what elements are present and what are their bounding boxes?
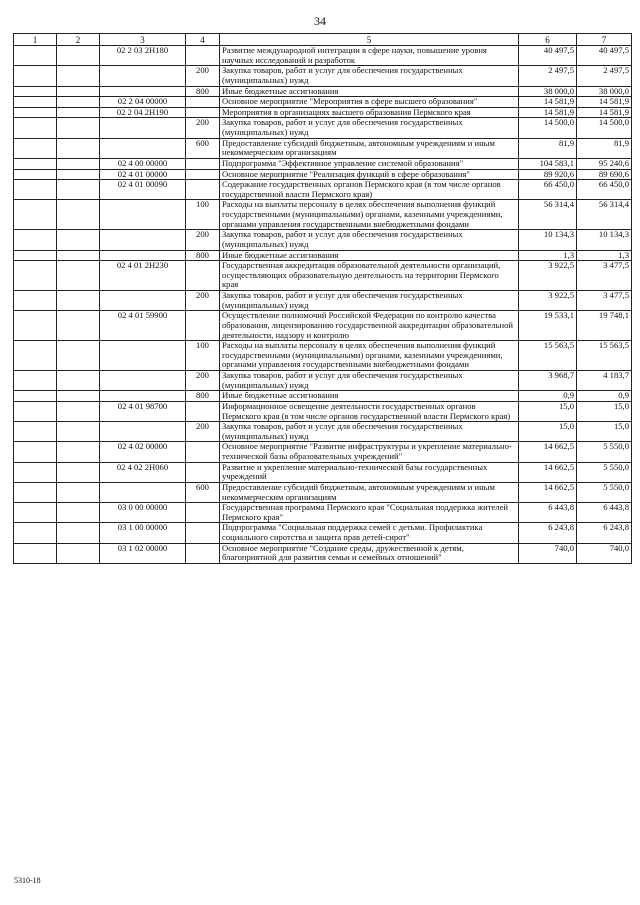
target-code-cell [100,250,186,261]
item-name-cell: Информационное освещение деятельности государственных органов Пермского края (в том числе органов государственной власти Пермского края) [220,401,519,421]
expense-type-cell [186,401,220,421]
expense-type-cell [186,311,220,341]
table-row [14,158,632,169]
target-code-cell: 02 4 01 98700 [100,401,186,421]
target-code-cell [100,200,186,230]
amount-col6-cell: 56 314,4 [519,200,577,230]
item-name-cell: Иные бюджетные ассигнования [220,250,519,261]
cell-col2 [57,422,100,442]
budget-table [13,33,632,564]
cell-col1 [14,341,57,371]
item-name-cell: Закупка товаров, работ и услуг для обеспечения государственных (муниципальных) нужд [220,66,519,86]
expense-type-cell: 100 [186,200,220,230]
expense-type-cell [186,180,220,200]
cell-col2 [57,442,100,462]
amount-col6-cell: 104 583,1 [519,158,577,169]
amount-col7-cell: 6 443,8 [577,503,632,523]
amount-col7-cell: 2 497,5 [577,66,632,86]
item-name-cell: Основное мероприятие "Развитие инфраструктуры и укрепление материально-технической базы образовательных учреждений" [220,442,519,462]
cell-col1 [14,138,57,158]
amount-col7-cell: 15 563,5 [577,341,632,371]
item-name-cell: Расходы на выплаты персоналу в целях обеспечения выполнения функций государственными (муниципальными) органами, казенными учреждениями, органами управления государственными внебюджетными фондами [220,341,519,371]
item-name-cell: Иные бюджетные ассигнования [220,391,519,402]
item-name-cell: Мероприятия в организациях высшего образования Пермского края [220,107,519,118]
item-name-cell: Предоставление субсидий бюджетным, автономным учреждениям и иным некоммерческим организациям [220,138,519,158]
cell-col2 [57,66,100,86]
cell-col2 [57,180,100,200]
expense-type-cell: 200 [186,118,220,138]
target-code-cell: 02 4 01 2Н230 [100,261,186,291]
column-header: 1 [14,34,57,46]
amount-col7-cell: 15,0 [577,422,632,442]
table-row [14,523,632,543]
amount-col7-cell: 10 134,3 [577,230,632,250]
amount-col6-cell: 14 581,9 [519,97,577,108]
cell-col2 [57,341,100,371]
cell-col1 [14,371,57,391]
amount-col6-cell: 740,0 [519,543,577,563]
table-row [14,261,632,291]
cell-col2 [57,138,100,158]
amount-col6-cell: 14 500,0 [519,118,577,138]
expense-type-cell [186,107,220,118]
expense-type-cell: 100 [186,341,220,371]
amount-col7-cell: 740,0 [577,543,632,563]
expense-type-cell [186,97,220,108]
cell-col1 [14,230,57,250]
expense-type-cell: 800 [186,86,220,97]
cell-col1 [14,503,57,523]
expense-type-cell: 200 [186,230,220,250]
expense-type-cell [186,261,220,291]
cell-col1 [14,180,57,200]
target-code-cell: 02 2 03 2Н180 [100,46,186,66]
amount-col7-cell: 3 477,5 [577,291,632,311]
item-name-cell: Закупка товаров, работ и услуг для обеспечения государственных (муниципальных) нужд [220,291,519,311]
item-name-cell: Развитие международной интеграции в сфере науки, повышение уровня научных исследований и разработок [220,46,519,66]
cell-col2 [57,86,100,97]
target-code-cell: 02 4 01 59900 [100,311,186,341]
cell-col1 [14,391,57,402]
amount-col7-cell: 4 183,7 [577,371,632,391]
expense-type-cell [186,462,220,482]
table-row [14,371,632,391]
cell-col2 [57,543,100,563]
footer-code: 5310-18 [14,876,41,885]
amount-col7-cell: 89 690,6 [577,169,632,180]
column-header: 4 [186,34,220,46]
amount-col7-cell: 15,0 [577,401,632,421]
amount-col7-cell: 38 000,0 [577,86,632,97]
column-header: 6 [519,34,577,46]
expense-type-cell [186,523,220,543]
table-row [14,291,632,311]
amount-col6-cell: 19 533,1 [519,311,577,341]
item-name-cell: Подпрограмма "Эффективное управление системой образования" [220,158,519,169]
target-code-cell [100,371,186,391]
expense-type-cell [186,46,220,66]
target-code-cell: 02 2 04 00000 [100,97,186,108]
target-code-cell: 02 4 00 00000 [100,158,186,169]
cell-col2 [57,291,100,311]
target-code-cell [100,230,186,250]
expense-type-cell: 600 [186,482,220,502]
item-name-cell: Развитие и укрепление материально-технической базы государственных учреждений [220,462,519,482]
expense-type-cell: 200 [186,66,220,86]
cell-col2 [57,482,100,502]
table-row [14,97,632,108]
expense-type-cell: 200 [186,422,220,442]
target-code-cell [100,118,186,138]
cell-col2 [57,200,100,230]
amount-col6-cell: 14 662,5 [519,442,577,462]
table-row [14,230,632,250]
target-code-cell: 02 4 01 00090 [100,180,186,200]
cell-col1 [14,311,57,341]
item-name-cell: Предоставление субсидий бюджетным, автономным учреждениям и иным некоммерческим организациям [220,482,519,502]
cell-col1 [14,97,57,108]
cell-col1 [14,482,57,502]
item-name-cell: Закупка товаров, работ и услуг для обеспечения государственных (муниципальных) нужд [220,371,519,391]
amount-col7-cell: 66 450,0 [577,180,632,200]
cell-col1 [14,422,57,442]
cell-col1 [14,46,57,66]
amount-col7-cell: 95 240,6 [577,158,632,169]
cell-col2 [57,158,100,169]
table-row [14,180,632,200]
amount-col7-cell: 5 550,0 [577,462,632,482]
amount-col6-cell: 0,9 [519,391,577,402]
amount-col6-cell: 66 450,0 [519,180,577,200]
expense-type-cell [186,158,220,169]
cell-col1 [14,291,57,311]
amount-col6-cell: 14 662,5 [519,482,577,502]
table-row [14,250,632,261]
table-row [14,482,632,502]
table-row [14,543,632,563]
item-name-cell: Иные бюджетные ассигнования [220,86,519,97]
table-row [14,442,632,462]
table-row [14,107,632,118]
expense-type-cell: 800 [186,250,220,261]
table-row [14,422,632,442]
amount-col6-cell: 15,0 [519,422,577,442]
amount-col6-cell: 40 497,5 [519,46,577,66]
cell-col2 [57,401,100,421]
cell-col2 [57,462,100,482]
expense-type-cell: 200 [186,291,220,311]
expense-type-cell [186,543,220,563]
cell-col1 [14,442,57,462]
amount-col6-cell: 6 243,8 [519,523,577,543]
cell-col2 [57,503,100,523]
cell-col1 [14,261,57,291]
item-name-cell: Основное мероприятие "Создание среды, дружественной к детям, благоприятной для развития семьи и семейных отношений" [220,543,519,563]
target-code-cell: 02 4 01 00000 [100,169,186,180]
table-row [14,138,632,158]
amount-col6-cell: 2 497,5 [519,66,577,86]
amount-col7-cell: 5 550,0 [577,482,632,502]
amount-col6-cell: 6 443,8 [519,503,577,523]
target-code-cell [100,86,186,97]
amount-col6-cell: 3 922,5 [519,291,577,311]
target-code-cell [100,138,186,158]
column-header: 2 [57,34,100,46]
table-row [14,118,632,138]
expense-type-cell: 200 [186,371,220,391]
amount-col7-cell: 81,9 [577,138,632,158]
table-row [14,311,632,341]
table-row [14,66,632,86]
amount-col6-cell: 10 134,3 [519,230,577,250]
target-code-cell: 03 1 00 00000 [100,523,186,543]
amount-col6-cell: 14 662,5 [519,462,577,482]
column-header: 7 [577,34,632,46]
amount-col7-cell: 56 314,4 [577,200,632,230]
cell-col2 [57,250,100,261]
cell-col1 [14,462,57,482]
amount-col6-cell: 81,9 [519,138,577,158]
cell-col2 [57,97,100,108]
cell-col1 [14,86,57,97]
cell-col2 [57,169,100,180]
amount-col6-cell: 15,0 [519,401,577,421]
target-code-cell: 02 4 02 00000 [100,442,186,462]
target-code-cell [100,291,186,311]
table-row [14,391,632,402]
amount-col7-cell: 6 243,8 [577,523,632,543]
cell-col1 [14,200,57,230]
expense-type-cell: 800 [186,391,220,402]
target-code-cell [100,66,186,86]
cell-col2 [57,230,100,250]
expense-type-cell [186,169,220,180]
target-code-cell [100,482,186,502]
item-name-cell: Содержание государственных органов Пермского края (в том числе органов государственной власти Пермского края) [220,180,519,200]
amount-col7-cell: 14 500,0 [577,118,632,138]
amount-col6-cell: 3 968,7 [519,371,577,391]
item-name-cell: Основное мероприятие "Реализация функций в сфере образования" [220,169,519,180]
cell-col1 [14,401,57,421]
page-number: 34 [314,14,326,28]
column-header: 5 [220,34,519,46]
cell-col2 [57,118,100,138]
amount-col6-cell: 14 581,9 [519,107,577,118]
cell-col2 [57,391,100,402]
item-name-cell: Расходы на выплаты персоналу в целях обеспечения выполнения функций государственными (муниципальными) органами, казенными учреждениями, органами управления государственными внебюджетными фондами [220,200,519,230]
amount-col7-cell: 14 581,9 [577,107,632,118]
table-row [14,462,632,482]
expense-type-cell: 600 [186,138,220,158]
target-code-cell: 02 2 04 2Н190 [100,107,186,118]
amount-col6-cell: 15 563,5 [519,341,577,371]
cell-col2 [57,523,100,543]
target-code-cell [100,391,186,402]
amount-col6-cell: 38 000,0 [519,86,577,97]
amount-col6-cell: 3 922,5 [519,261,577,291]
cell-col2 [57,371,100,391]
cell-col2 [57,311,100,341]
amount-col7-cell: 1,3 [577,250,632,261]
table-row [14,46,632,66]
amount-col7-cell: 3 477,5 [577,261,632,291]
amount-col7-cell: 5 550,0 [577,442,632,462]
table-row [14,401,632,421]
cell-col2 [57,261,100,291]
cell-col1 [14,118,57,138]
cell-col2 [57,46,100,66]
cell-col1 [14,107,57,118]
item-name-cell: Государственная программа Пермского края "Социальная поддержка жителей Пермского края" [220,503,519,523]
target-code-cell [100,341,186,371]
expense-type-cell [186,442,220,462]
target-code-cell [100,422,186,442]
item-name-cell: Закупка товаров, работ и услуг для обеспечения государственных (муниципальных) нужд [220,230,519,250]
table-row [14,503,632,523]
amount-col7-cell: 14 581,9 [577,97,632,108]
target-code-cell: 03 0 00 00000 [100,503,186,523]
item-name-cell: Закупка товаров, работ и услуг для обеспечения государственных (муниципальных) нужд [220,422,519,442]
table-row [14,86,632,97]
cell-col1 [14,543,57,563]
table-row [14,169,632,180]
amount-col6-cell: 89 920,6 [519,169,577,180]
item-name-cell: Подпрограмма "Социальная поддержка семей с детьми. Профилактика социального сиротства и защита прав детей-сирот" [220,523,519,543]
table-row [14,341,632,371]
header-row [14,34,632,46]
item-name-cell: Государственная аккредитация образовательной деятельности организаций, осуществляющих образовательную деятельность на территории Пермского края [220,261,519,291]
cell-col1 [14,169,57,180]
item-name-cell: Осуществление полномочий Российской Федерации по контролю качества образования, лицензированию государственной аккредитации образовательной деятельности, надзору и контролю [220,311,519,341]
item-name-cell: Закупка товаров, работ и услуг для обеспечения государственных (муниципальных) нужд [220,118,519,138]
cell-col1 [14,158,57,169]
item-name-cell: Основное мероприятие "Мероприятия в сфере высшего образования" [220,97,519,108]
cell-col1 [14,66,57,86]
target-code-cell: 02 4 02 2Н060 [100,462,186,482]
amount-col6-cell: 1,3 [519,250,577,261]
cell-col1 [14,250,57,261]
table-row [14,200,632,230]
column-header: 3 [100,34,186,46]
amount-col7-cell: 40 497,5 [577,46,632,66]
cell-col2 [57,107,100,118]
expense-type-cell [186,503,220,523]
amount-col7-cell: 0,9 [577,391,632,402]
cell-col1 [14,523,57,543]
amount-col7-cell: 19 748,1 [577,311,632,341]
target-code-cell: 03 1 02 00000 [100,543,186,563]
